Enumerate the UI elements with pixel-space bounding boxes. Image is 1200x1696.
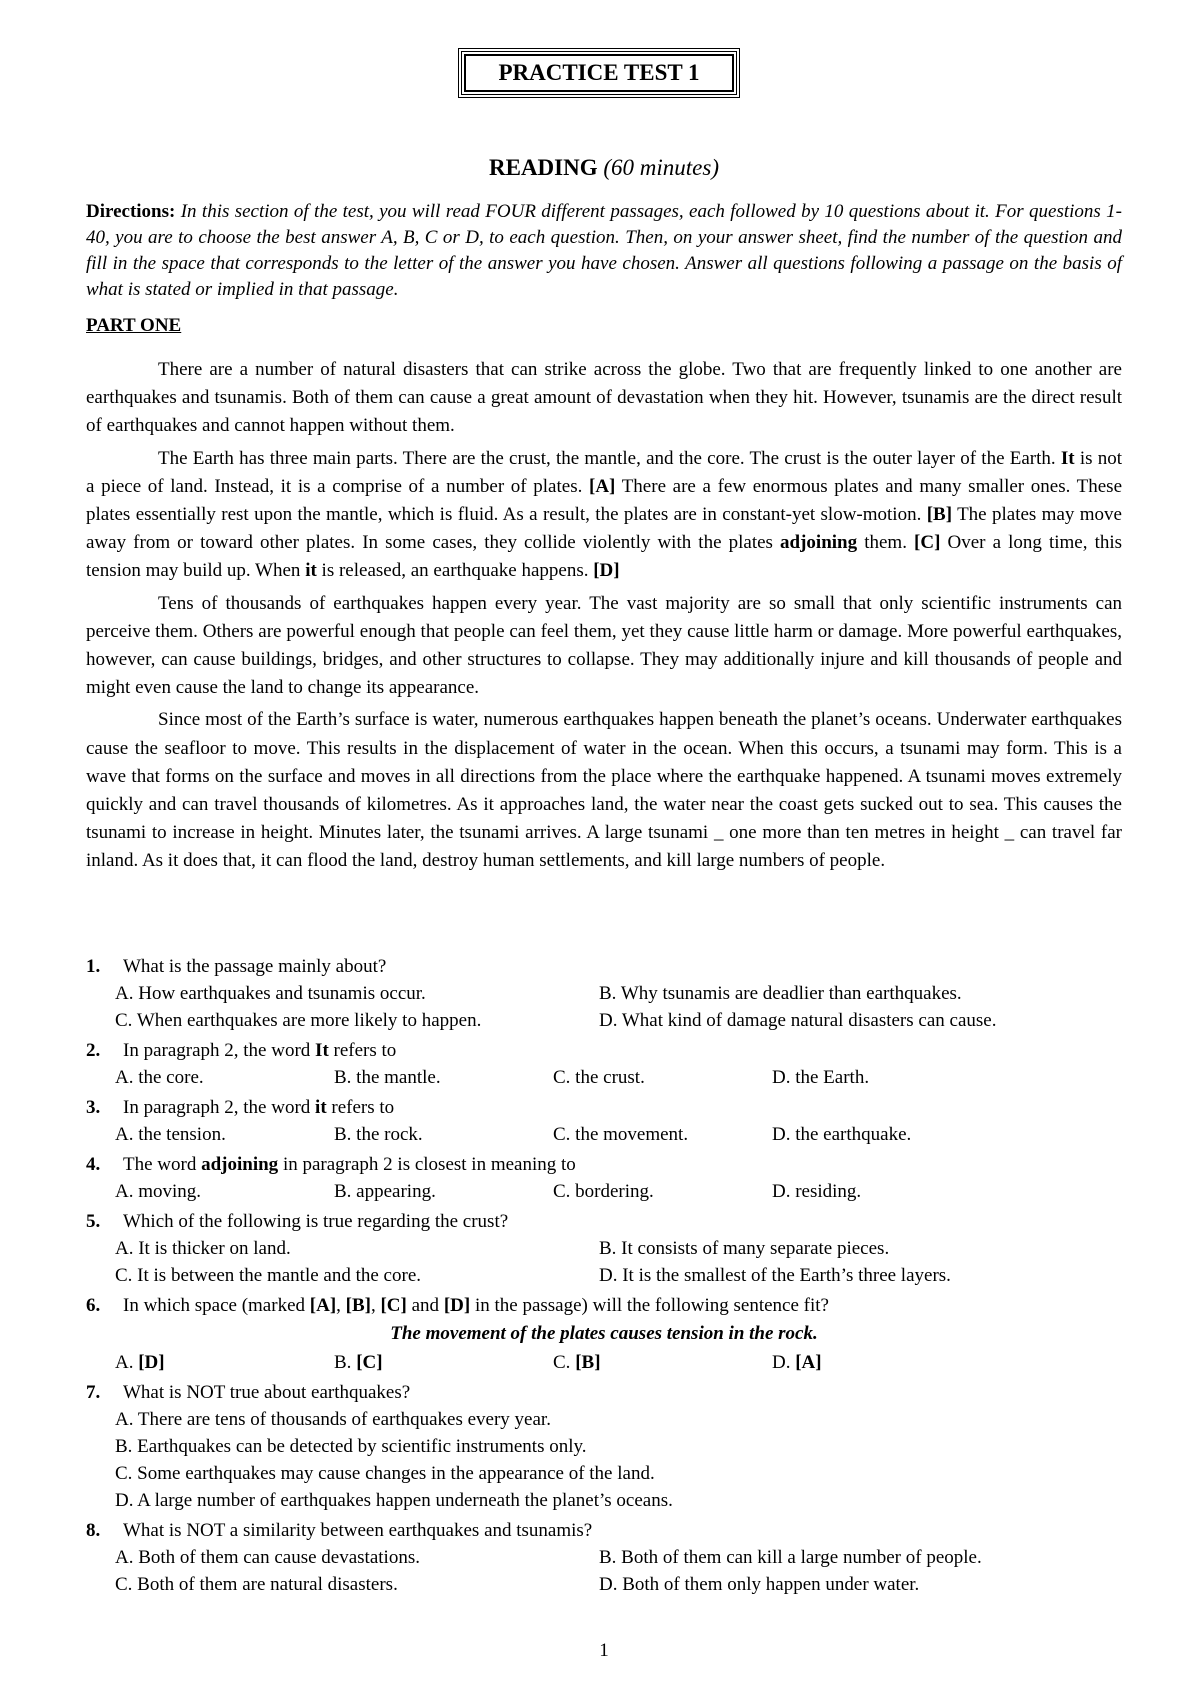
- option-value: [A]: [795, 1352, 822, 1373]
- option-letter: D.: [772, 1352, 791, 1373]
- section-heading: [86, 155, 1122, 181]
- question-number: 5.: [86, 1211, 101, 1232]
- option-c[interactable]: C. When earthquakes are more likely to happen.: [115, 1010, 482, 1031]
- option-b[interactable]: B. the rock.: [334, 1124, 423, 1145]
- question-stem: in paragraph 2 is closest in meaning to: [282, 1154, 576, 1175]
- directions-text: In this section of the test, you will read FOUR different passages, each followed by 10 questions about it. For questions 1-40, you are to choose the best answer A, B, C or D, to each question. Then, on your answer sheet, find the number of the question and fill in the space that corresponds to the letter of the answer you have chosen. Answer all questions following a passage on the basis of what is stated or implied in that passage.: [86, 201, 1123, 300]
- option-d[interactable]: D. It is the smallest of the Earth’s three layers.: [599, 1265, 951, 1286]
- option-a[interactable]: A. the tension.: [115, 1124, 226, 1145]
- insert-sentence: The movement of the plates causes tension in the rock.: [390, 1323, 818, 1344]
- passage-paragraph-4: Since most of the Earth’s surface is water, numerous earthquakes happen beneath the planet’s oceans. Underwater earthquakes cause the seafloor to move. This results in the displacement of water in the ocean. When this occurs, a tsunami may form. This is a wave that forms on the surface and moves in all directions from the place where the earthquake happened. A tsunami moves extremely quickly and can travel thousands of kilometres. As it approaches land, the water near the coast gets sucked out to sea. This causes the tsunami to increase in height. Minutes later, the tsunami arrives. A large tsunami _ one more than ten metres in height _ can travel far inland. As it does that, it can flood the land, destroy human settlements, and kill large numbers of people.: [86, 709, 1122, 872]
- page-number: 1: [599, 1640, 609, 1661]
- option-letter: C.: [553, 1352, 571, 1373]
- question-stem: What is NOT true about earthquakes?: [123, 1382, 411, 1403]
- option-c[interactable]: C. bordering.: [553, 1181, 654, 1202]
- question-number: 2.: [86, 1040, 101, 1061]
- question-4: [86, 1151, 1122, 1205]
- option-a[interactable]: A. Both of them can cause devastations.: [115, 1547, 420, 1568]
- option-a[interactable]: A. moving.: [115, 1181, 202, 1202]
- question-number: 1.: [86, 956, 101, 977]
- question-stem: refers to: [331, 1097, 395, 1118]
- directions: [86, 199, 1122, 303]
- test-title: PRACTICE TEST 1: [498, 60, 700, 85]
- p2-text: The Earth has three main parts. There are the crust, the mantle, and the core. The crust is the outer layer of the Earth.: [158, 447, 1056, 469]
- marker-c: [C]: [380, 1295, 407, 1316]
- p2-keyword-adjoining: adjoining: [780, 532, 858, 554]
- option-c[interactable]: C. the crust.: [553, 1067, 645, 1088]
- marker-a: [A]: [309, 1295, 337, 1316]
- passage-paragraph-2: [86, 445, 1122, 586]
- marker-b: [B]: [345, 1295, 371, 1316]
- question-stem: and: [411, 1295, 440, 1316]
- p2-text: is not a piece of land. Instead, it is a comprise of a number of plates.: [86, 447, 1123, 497]
- question-8: [86, 1517, 1122, 1598]
- p2-keyword-it-lower: it: [305, 560, 317, 582]
- question-stem: What is NOT a similarity between earthquakes and tsunamis?: [123, 1520, 593, 1541]
- option-b[interactable]: B. It consists of many separate pieces.: [599, 1238, 890, 1259]
- passage-paragraph-3: Tens of thousands of earthquakes happen every year. The vast majority are so small that only scientific instruments can perceive them. Others are powerful enough that people can feel them, yet they cause little harm or damage. More powerful earthquakes, however, can cause buildings, bridges, and other structures to collapse. They may additionally injure and kill thousands of people and might even cause the land to change its appearance.: [86, 592, 1122, 699]
- option-value: [D]: [138, 1352, 165, 1373]
- option-value: [B]: [575, 1352, 601, 1373]
- option-b[interactable]: B. Both of them can kill a large number of people.: [599, 1547, 982, 1568]
- passage-paragraph-1: There are a number of natural disasters that can strike across the globe. Two that are frequently linked to one another are earthquakes and tsunamis. Both of them can cause a great amount of devastation when they hit. However, tsunamis are the direct result of earthquakes and cannot happen without them.: [86, 359, 1122, 437]
- question-number: 7.: [86, 1382, 101, 1403]
- test-title-box: [458, 48, 740, 98]
- question-stem: Which of the following is true regarding the crust?: [123, 1211, 509, 1232]
- question-6: 6. In which space (marked [A], [B], [C] and [D] in the passage) will the following sentence fit? The movement of the plates causes tension in the rock. A. [D] B. [C] C. [B] D. [A]: [86, 1292, 1122, 1376]
- marker-d: [D]: [593, 560, 620, 582]
- p2-text: There are a few enormous plates and many smaller ones. These plates essentially rest upon the mantle, which is fluid. As a result, the plates are in constant-yet slow-motion.: [86, 475, 1123, 526]
- question-keyword: It: [315, 1040, 329, 1061]
- option-d[interactable]: D. the earthquake.: [772, 1124, 912, 1145]
- option-d[interactable]: D. the Earth.: [772, 1067, 870, 1088]
- p2-text: is released, an earthquake happens.: [321, 560, 589, 582]
- option-c[interactable]: C. It is between the mantle and the core.: [115, 1265, 422, 1286]
- marker-a: [A]: [589, 475, 616, 497]
- option-c[interactable]: [553, 1349, 772, 1376]
- question-stem: In which space (marked: [123, 1295, 306, 1316]
- question-stem: The word: [123, 1154, 197, 1175]
- p2-text: Over a long time, this tension may build up. When: [86, 532, 1123, 582]
- marker-d: [D]: [443, 1295, 471, 1316]
- directions-label: Directions:: [86, 201, 176, 222]
- marker-c: [C]: [914, 532, 941, 554]
- question-stem: In paragraph 2, the word: [123, 1040, 311, 1061]
- question-list: [86, 953, 1122, 1601]
- question-keyword: adjoining: [201, 1154, 279, 1175]
- question-stem: refers to: [333, 1040, 397, 1061]
- option-a[interactable]: A. the core.: [115, 1067, 204, 1088]
- option-c[interactable]: C. Both of them are natural disasters.: [115, 1574, 398, 1595]
- option-value: [C]: [356, 1352, 383, 1373]
- option-a[interactable]: [115, 1349, 334, 1376]
- p2-keyword-it: It: [1060, 447, 1075, 469]
- option-d[interactable]: D. A large number of earthquakes happen underneath the planet’s oceans.: [115, 1490, 673, 1511]
- question-keyword: it: [315, 1097, 327, 1118]
- question-number: 4.: [86, 1154, 101, 1175]
- option-a[interactable]: A. There are tens of thousands of earthquakes every year.: [115, 1409, 551, 1430]
- option-b[interactable]: B. the mantle.: [334, 1067, 441, 1088]
- option-d[interactable]: D. What kind of damage natural disasters can cause.: [599, 1010, 997, 1031]
- question-number: 6.: [86, 1295, 101, 1316]
- question-7: [86, 1379, 1122, 1514]
- option-b[interactable]: B. Why tsunamis are deadlier than earthquakes.: [599, 983, 962, 1004]
- p2-text: them.: [864, 532, 907, 554]
- option-a[interactable]: A. It is thicker on land.: [115, 1238, 291, 1259]
- option-b[interactable]: [334, 1349, 553, 1376]
- section-name: READING: [489, 155, 598, 180]
- question-stem: In paragraph 2, the word: [123, 1097, 311, 1118]
- question-stem: What is the passage mainly about?: [123, 956, 387, 977]
- option-b[interactable]: B. Earthquakes can be detected by scientific instruments only.: [115, 1436, 587, 1457]
- question-3: [86, 1094, 1122, 1148]
- question-number: 3.: [86, 1097, 101, 1118]
- option-letter: A.: [115, 1352, 134, 1373]
- marker-b: [B]: [926, 504, 953, 526]
- part-heading: PART ONE: [86, 315, 182, 336]
- option-c[interactable]: C. the movement.: [553, 1124, 689, 1145]
- option-c[interactable]: C. Some earthquakes may cause changes in the appearance of the land.: [115, 1463, 655, 1484]
- section-time: (60 minutes): [603, 155, 719, 180]
- option-letter: B.: [334, 1352, 352, 1373]
- question-2: [86, 1037, 1122, 1091]
- option-d[interactable]: D. residing.: [772, 1181, 862, 1202]
- option-d[interactable]: D. Both of them only happen under water.: [599, 1574, 920, 1595]
- question-stem: in the passage) will the following sentence fit?: [474, 1295, 829, 1316]
- p2-text: The plates may move away from or toward other plates. In some cases, they collide violently with the plates: [86, 504, 1122, 554]
- option-b[interactable]: B. appearing.: [334, 1181, 436, 1202]
- reading-passage: [86, 356, 1122, 880]
- option-a[interactable]: A. How earthquakes and tsunamis occur.: [115, 983, 426, 1004]
- option-d[interactable]: [772, 1349, 1122, 1376]
- question-number: 8.: [86, 1520, 101, 1541]
- question-5: [86, 1208, 1122, 1289]
- question-1: [86, 953, 1122, 1034]
